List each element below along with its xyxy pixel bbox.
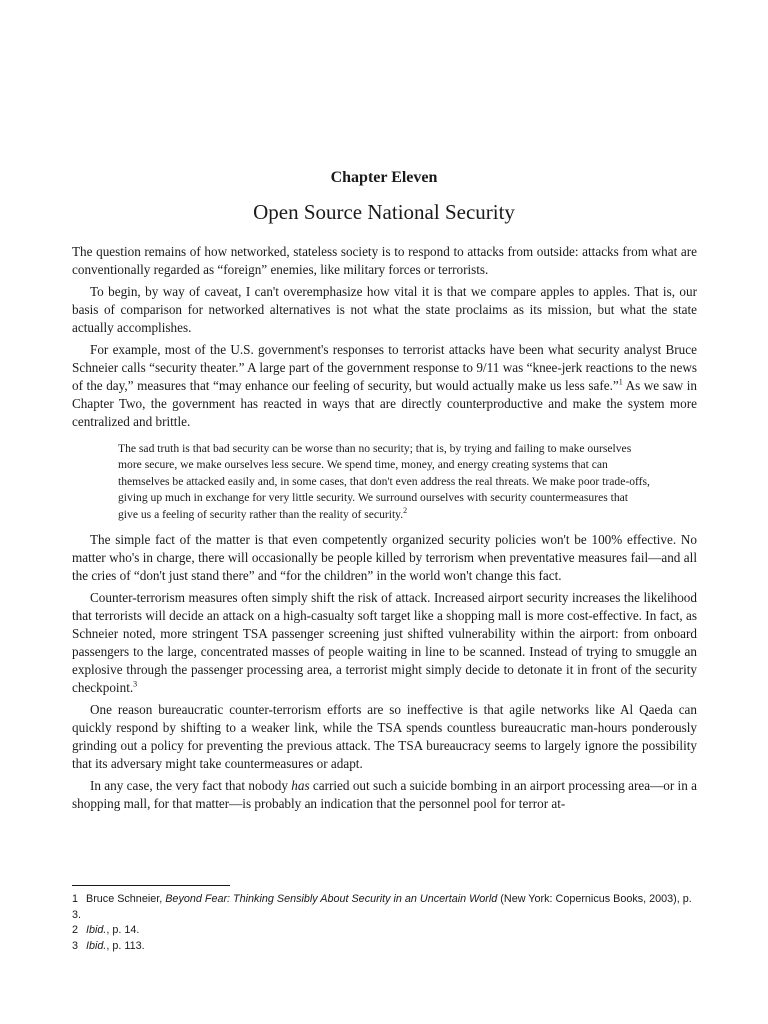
footnote-3 [72, 939, 692, 955]
paragraph-7-emphasis: has [291, 778, 310, 794]
paragraph-7 [72, 777, 697, 813]
footnote-ref-2: 2 [403, 505, 408, 515]
paragraph-3-text-a: For example, most of the U.S. government's responses to terrorist attacks have been what security analyst Bruce Schneier calls “security theater.” A large part of the government response to 9/11 was “knee-jerk reactions to the news of the day,” measures that “may enhance our feeling of security, but would actually make us less safe.” [72, 342, 697, 393]
paragraph-7-text-b: carried out such a suicide bombing in an airport processing area—or in a shopping mall, for that matter—is probably an indication that the personnel pool for terror at- [72, 778, 697, 812]
paragraph-2: To begin, by way of caveat, I can't overemphasize how vital it is that we compare apples to apples. That is, our basis of comparison for networked alternatives is not what the state proclaims as its mission, but what the state actually accomplishes. [72, 284, 697, 335]
footnote-ref-1: 1 [618, 377, 623, 387]
chapter-label: Chapter Eleven [330, 169, 438, 186]
footnote-2 [72, 923, 692, 939]
block-quote-text: The sad truth is that bad security can be worse than no security; that is, by trying and failing to make ourselves more secure, we make ourselves less secure. We spend time, money, and energy creating systems that can themselves be attacked easily and, in some cases, that don't even address the real threats. We make poor trade-offs, giving up much in exchange for very little security. We surround ourselves with security countermeasures that give us a feeling of security rather than the reality of security. [118, 442, 650, 521]
block-quote [118, 441, 650, 523]
paragraph-4: The simple fact of the matter is that even competently organized security policies won't be 100% effective. No matter who's in charge, there will occasionally be people killed by terrorism when preventative measures fail—and all the cries of “don't just stand there” and “for the children” in the world won't change this fact. [72, 532, 697, 584]
footnotes [72, 892, 692, 954]
footnote-divider [72, 885, 230, 886]
footnote-text: Bruce Schneier, [86, 893, 166, 905]
footnote-title: Ibid. [86, 924, 107, 936]
chapter-title: Open Source National Security [253, 200, 515, 224]
footnote-number: 1 [72, 893, 79, 905]
paragraph-6: One reason bureaucratic counter-terrorism efforts are so ineffective is that agile networks like Al Qaeda can quickly respond by shifting to a weaker link, while the TSA spends countless bureaucratic man-hours ponderously grinding out a policy for preventing the previous attack. The TSA bureaucracy seems to largely ignore the possibility that its adversary might take countermeasures or adapt. [72, 702, 697, 772]
footnote-text: , p. 113. [106, 939, 145, 952]
footnote-ref-3: 3 [133, 679, 138, 689]
body-text [72, 243, 697, 817]
footnote-text: , p. 14. [106, 924, 140, 936]
paragraph-1: The question remains of how networked, stateless society is to respond to attacks from outside: attacks from what are conventionally regarded as “foreign” enemies, like military forces or terrorists. [72, 244, 697, 277]
paragraph-5 [72, 589, 697, 697]
footnote-number: 3 [72, 939, 79, 952]
footnote-1 [72, 892, 692, 923]
footnote-text: (New York: Copernicus Books, 2003), p. 3. [72, 893, 692, 921]
paragraph-3 [72, 341, 697, 431]
paragraph-7-text-a: In any case, the very fact that nobody [90, 778, 292, 794]
footnote-title: Ibid. [86, 939, 107, 952]
paragraph-3-text-b: As we saw in Chapter Two, the government has reacted in ways that are directly counterproductive and make the system more centralized and brittle. [72, 378, 698, 429]
footnote-title: Beyond Fear: Thinking Sensibly About Security in an Uncertain World [165, 893, 498, 905]
footnote-number: 2 [72, 924, 79, 936]
paragraph-5-text: Counter-terrorism measures often simply shift the risk of attack. Increased airport security increases the likelihood that terrorists will decide an attack on a high-casualty soft target like a shopping mall is more cost-effective. In fact, as Schneier noted, more stringent TSA passenger screening just shifted vulnerability within the airport: from onboard passengers to the large, concentrated masses of people waiting in line to be scanned. Instead of trying to smuggle an explosive through the passenger processing area, a terrorist might simply decide to detonate it in front of the security checkpoint. [72, 590, 697, 696]
